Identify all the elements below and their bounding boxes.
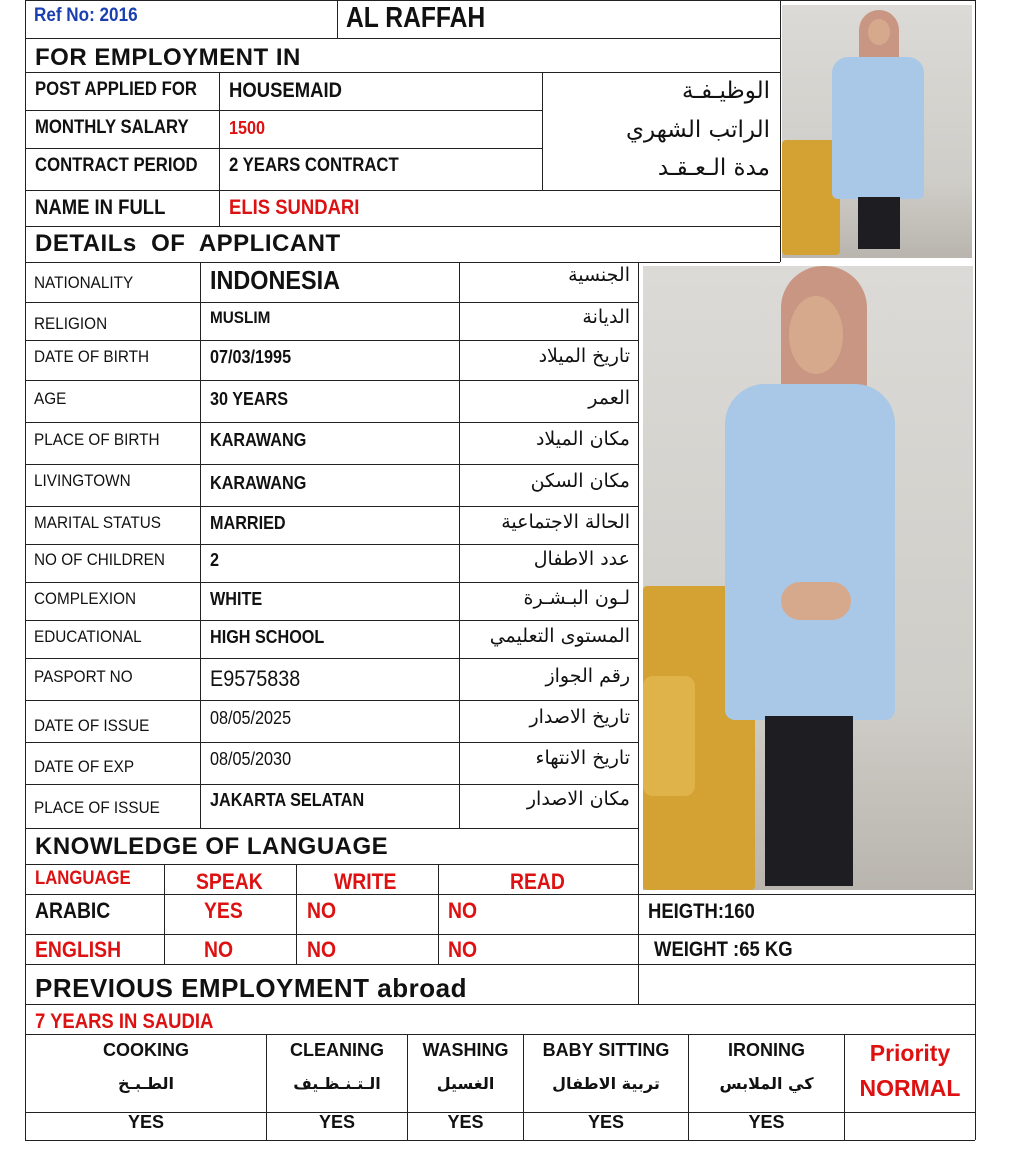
detail-label: DATE OF EXP [34, 757, 135, 776]
detail-arabic: الجنسية [568, 264, 630, 286]
ref-number: Ref No: 2016 [34, 5, 138, 26]
skill-arabic: الغسيل [436, 1074, 495, 1093]
table-row-divider [25, 302, 638, 303]
priority-label: Priority [869, 1040, 951, 1066]
detail-value: KARAWANG [210, 473, 307, 493]
detail-value: 08/05/2030 [210, 749, 292, 769]
detail-label: PLACE OF BIRTH [34, 430, 160, 449]
write-value: NO [307, 937, 337, 962]
language-col-header: LANGUAGE [35, 868, 131, 889]
previous-employment-heading: PREVIOUS EMPLOYMENT abroad [35, 973, 467, 1003]
read-col-header: READ [510, 869, 565, 894]
table-row-divider [25, 620, 638, 621]
detail-arabic: تاريخ الانتهاء [535, 747, 630, 769]
detail-value: 07/03/1995 [210, 347, 292, 367]
detail-arabic: تاريخ الميلاد [538, 345, 630, 367]
read-value: NO [448, 898, 478, 923]
detail-label: LIVINGTOWN [34, 471, 131, 490]
job-arabic: مدة الـعـقـد [657, 155, 770, 181]
detail-label: DATE OF BIRTH [34, 347, 150, 366]
detail-value: MARRIED [210, 513, 286, 533]
detail-arabic: مكان السكن [530, 470, 630, 492]
skill-label: COOKING [102, 1040, 189, 1060]
detail-arabic: لـون البـشـرة [523, 587, 630, 609]
skill-arabic: كي الملابس [719, 1074, 814, 1093]
detail-value: HIGH SCHOOL [210, 627, 325, 647]
detail-value: KARAWANG [210, 430, 307, 450]
job-value: 2 YEARS CONTRACT [229, 155, 399, 176]
detail-arabic: مكان الميلاد [535, 428, 630, 450]
table-row-divider [25, 544, 638, 545]
skill-value: YES [127, 1112, 165, 1132]
detail-label: NATIONALITY [34, 273, 134, 292]
skill-value: YES [748, 1112, 785, 1132]
detail-label: PASPORT NO [34, 667, 133, 686]
detail-value: 2 [210, 550, 220, 570]
skill-arabic: الطـبـخ [117, 1074, 175, 1093]
detail-arabic: مكان الاصدار [526, 788, 630, 810]
language-name: ARABIC [35, 898, 111, 923]
salary-value: 1500 [229, 118, 266, 138]
table-row-divider [25, 784, 638, 785]
skill-value: YES [447, 1112, 484, 1132]
table-row-divider [25, 658, 638, 659]
skill-washing [408, 1040, 523, 1133]
table-row-divider [25, 828, 638, 829]
skill-label: WASHING [422, 1040, 509, 1060]
height-value: HEIGTH:160 [648, 900, 755, 923]
detail-arabic: الديانة [582, 306, 630, 328]
skill-label: BABY SITTING [542, 1040, 670, 1060]
detail-label: NO OF CHILDREN [34, 550, 165, 569]
speak-value: YES [204, 898, 243, 923]
applicant-photo-large [643, 266, 973, 890]
detail-label: AGE [34, 389, 67, 408]
language-name: ENGLISH [35, 937, 122, 962]
detail-arabic: الحالة الاجتماعية [501, 511, 630, 533]
priority-value: NORMAL [859, 1075, 961, 1101]
detail-arabic: رقم الجواز [545, 665, 630, 687]
table-row-divider [25, 700, 638, 701]
table-row-divider [25, 380, 638, 381]
skill-cooking [26, 1040, 266, 1133]
for-employment-heading: FOR EMPLOYMENT IN [35, 44, 301, 71]
detail-label: RELIGION [34, 314, 108, 333]
detail-value: 30 YEARS [210, 389, 289, 409]
detail-arabic: تاريخ الاصدار [529, 706, 630, 728]
detail-arabic: المستوى التعليمي [489, 625, 630, 647]
table-row-divider [25, 422, 638, 423]
skill-ironing [689, 1040, 844, 1133]
speak-value: NO [204, 937, 234, 962]
table-row-divider [25, 582, 638, 583]
detail-label: EDUCATIONAL [34, 627, 142, 646]
priority-cell [845, 1040, 975, 1102]
detail-value: MUSLIM [210, 308, 271, 327]
job-label: CONTRACT PERIOD [35, 155, 198, 176]
detail-label: COMPLEXION [34, 589, 137, 608]
name-value: ELIS SUNDARI [229, 196, 360, 219]
skill-label: IRONING [727, 1040, 805, 1060]
previous-employment-value: 7 YEARS IN SAUDIA [35, 1010, 214, 1033]
detail-label: DATE OF ISSUE [34, 716, 150, 735]
detail-value: 08/05/2025 [210, 708, 292, 728]
job-value: HOUSEMAID [229, 79, 342, 102]
skill-label: CLEANING [290, 1040, 384, 1060]
skill-value: YES [587, 1112, 625, 1132]
job-arabic: الراتب الشهري [626, 117, 770, 143]
detail-value: JAKARTA SELATAN [210, 790, 365, 810]
agency-name: AL RAFFAH [346, 2, 486, 34]
skill-cleaning [267, 1040, 407, 1133]
detail-label: PLACE OF ISSUE [34, 798, 160, 817]
detail-arabic: العمر [588, 387, 630, 409]
table-row-divider [25, 340, 638, 341]
name-label: NAME IN FULL [35, 196, 166, 219]
table-row-divider [25, 464, 638, 465]
details-heading: DETAILs OF APPLICANT [35, 230, 341, 257]
read-value: NO [448, 937, 478, 962]
detail-value: WHITE [210, 589, 263, 609]
job-arabic: الوظيـفـة [682, 78, 770, 104]
speak-col-header: SPEAK [196, 869, 263, 894]
skill-arabic: تربية الاطفال [552, 1074, 660, 1093]
table-row-divider [25, 742, 638, 743]
detail-value: INDONESIA [210, 265, 341, 295]
write-col-header: WRITE [334, 869, 397, 894]
skill-arabic: الـتـنـظـيف [293, 1074, 381, 1093]
job-label: MONTHLY SALARY [35, 117, 189, 138]
weight-value: WEIGHT :65 KG [654, 938, 793, 961]
write-value: NO [307, 898, 337, 923]
applicant-photo-small [782, 5, 972, 258]
detail-arabic: عدد الاطفال [533, 548, 630, 570]
language-heading: KNOWLEDGE OF LANGUAGE [35, 833, 389, 860]
detail-label: MARITAL STATUS [34, 513, 161, 532]
detail-value: E9575838 [210, 666, 301, 691]
job-label: POST APPLIED FOR [35, 79, 197, 100]
table-row-divider [25, 506, 638, 507]
skill-value: YES [318, 1112, 356, 1132]
skill-baby-sitting [524, 1040, 688, 1133]
